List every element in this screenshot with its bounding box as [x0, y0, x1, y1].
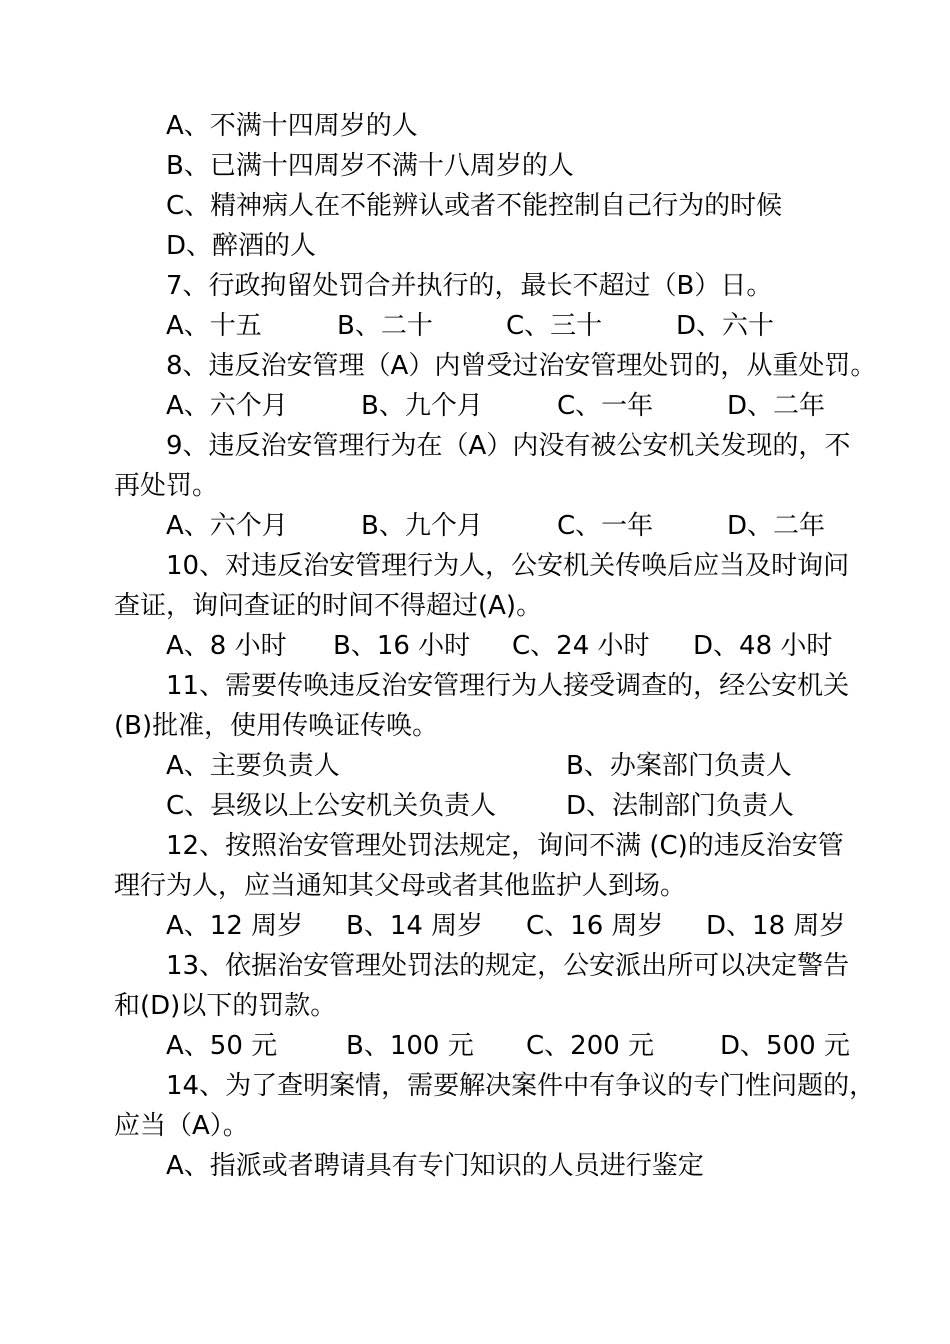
option-b: B、已满十四周岁不满十八周岁的人	[166, 151, 574, 181]
option-d: D、二年	[727, 511, 826, 541]
option-d: D、醉酒的人	[166, 231, 317, 261]
question-7-options	[0, 306, 950, 346]
option-b: B、二十	[337, 311, 433, 341]
option-d: D、18 周岁	[706, 911, 846, 941]
question-11-options-row-1	[0, 746, 950, 786]
option-d: D、六十	[676, 311, 775, 341]
question-8-options	[0, 386, 950, 426]
option-b: B、100 元	[346, 1031, 474, 1061]
option-c: C、24 小时	[512, 631, 650, 661]
option-c: C、三十	[506, 311, 603, 341]
question-11-options-row-2	[0, 786, 950, 826]
option-b: B、16 小时	[333, 631, 471, 661]
option-b: B、14 周岁	[346, 911, 484, 941]
option-a: A、主要负责人	[166, 751, 340, 781]
option-a: A、50 元	[166, 1031, 278, 1061]
question-8-stem: 8、违反治安管理（A）内曾受过治安管理处罚的，从重处罚。	[166, 351, 877, 381]
question-13-options	[0, 1026, 950, 1066]
question-12-options	[0, 906, 950, 946]
question-10-options	[0, 626, 950, 666]
option-b: B、九个月	[361, 391, 483, 421]
question-10-stem: 10、对违反治安管理行为人，公安机关传唤后应当及时询问	[166, 551, 850, 581]
question-11-stem: 11、需要传唤违反治安管理行为人接受调查的，经公安机关	[166, 671, 850, 701]
option-a: A、十五	[166, 311, 262, 341]
option-a: A、六个月	[166, 511, 288, 541]
option-c: C、精神病人在不能辨认或者不能控制自己行为的时候	[166, 191, 783, 221]
question-13-stem-continued: 和(D)以下的罚款。	[114, 991, 337, 1021]
option-d: D、500 元	[720, 1031, 850, 1061]
question-9-stem-continued: 再处罚。	[114, 471, 219, 501]
question-13-stem: 13、依据治安管理处罚法的规定，公安派出所可以决定警告	[166, 951, 850, 981]
option-a: A、六个月	[166, 391, 288, 421]
question-14-stem-continued: 应当（A）。	[114, 1111, 249, 1141]
option-c: C、一年	[557, 391, 654, 421]
question-12-stem-continued: 理行为人，应当通知其父母或者其他监护人到场。	[114, 871, 687, 901]
option-a: A、8 小时	[166, 631, 287, 661]
option-b: B、九个月	[361, 511, 483, 541]
option-d: D、48 小时	[693, 631, 833, 661]
question-14-stem: 14、为了查明案情，需要解决案件中有争议的专门性问题的，	[166, 1071, 876, 1101]
option-a: A、12 周岁	[166, 911, 304, 941]
question-12-stem: 12、按照治安管理处罚法规定，询问不满 (C)的违反治安管	[166, 831, 844, 861]
question-9-stem: 9、违反治安管理行为在（A）内没有被公安机关发现的，不	[166, 431, 851, 461]
question-11-stem-continued: (B)批准，使用传唤证传唤。	[114, 711, 439, 741]
option-c: C、200 元	[526, 1031, 655, 1061]
question-10-stem-continued: 查证，询问查证的时间不得超过(A)。	[114, 591, 543, 621]
question-7-stem: 7、行政拘留处罚合并执行的，最长不超过（B）日。	[166, 271, 773, 301]
option-c: C、县级以上公安机关负责人	[166, 791, 497, 821]
question-9-options	[0, 506, 950, 546]
option-c: C、16 周岁	[526, 911, 664, 941]
option-d: D、二年	[727, 391, 826, 421]
option-b: B、办案部门负责人	[566, 751, 792, 781]
option-a: A、不满十四周岁的人	[166, 111, 418, 141]
option-a: A、指派或者聘请具有专门知识的人员进行鉴定	[166, 1151, 704, 1181]
option-d: D、法制部门负责人	[566, 791, 795, 821]
option-c: C、一年	[557, 511, 654, 541]
